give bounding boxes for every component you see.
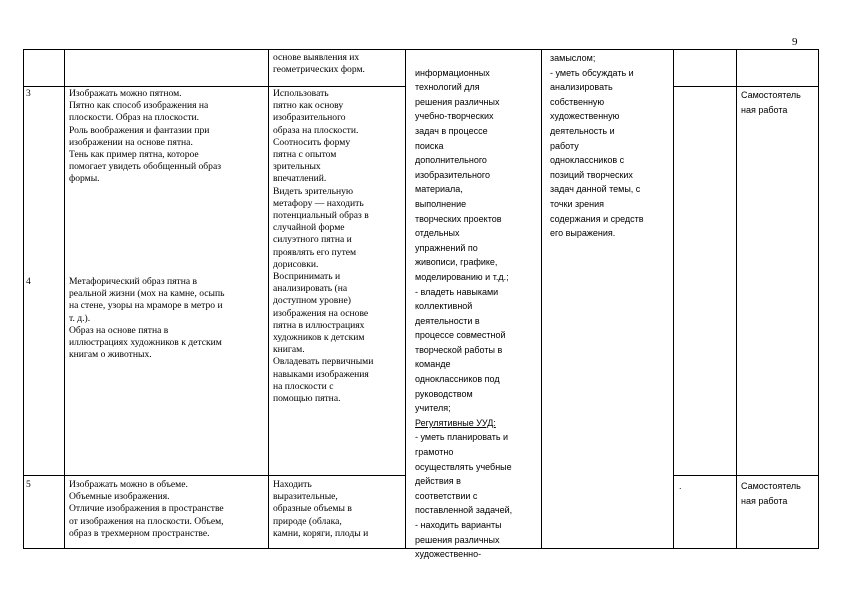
row-3-activity: Использовать пятно как основу изобразительного образа на плоскости. Соотносить форму пятна с опытом зрительных впечатлений. Видеть зрительную метафору — находить потенциальный образ в случайной форме силуэтного пятна и проявлять его путем дорисовки. Воспринимать и анализировать (на доступном уровне) изображения на основе пятна в иллюстрациях художников к детским книгам. Овладевать первичными навыками изображения на плоскости с помощью пятна. xyxy=(273,88,374,405)
row-5-activity: Находить выразительные, образные объемы в природе (облака, камни, коряги, плоды и xyxy=(273,479,369,539)
row-5-number: 5 xyxy=(26,479,31,490)
row-5-control: Самостоятель ная работа xyxy=(741,481,801,506)
uud-communicative-text: информационных технологий для решения различных учебно-творческих задач в процессе поиска дополнительного изобразительного материала, выполнение творческих проектов отдельных упражнений по живописи, графике, моделированию и т.д.; - владеть навыками коллективной деятельности в процессе совместной творческой работы в команде одноклассников под руководством учителя; xyxy=(415,67,509,414)
row-3-control: Самостоятель ная работа xyxy=(741,90,801,115)
page-number: 9 xyxy=(792,36,798,48)
row-5-topic: Изображать можно в объеме. Объемные изображения. Отличие изображения в пространстве от изображения на плоскости. Объем, образ в трехмерном пространстве. xyxy=(69,479,224,539)
row-4-topic: Метафорический образ пятна в реальной жизни (мох на камне, осыпь на стене, узоры на мраморе в метро и т. д.). Образ на основе пятна в иллюстрациях художников к детским книгам о животных. xyxy=(69,276,225,361)
uud-left-column xyxy=(415,51,539,562)
uud-regulatory-heading: Регулятивные УУД: xyxy=(415,417,496,428)
uud-regulatory-text: - уметь планировать и грамотно осуществлять учебные действия в соответствии с поставленной задачей, - находить варианты решения различных художественно- xyxy=(415,432,513,560)
uud-right-column: замыслом; - уметь обсуждать и анализировать собственную художественную деятельность и работу одноклассников с позиций творческих задач данной темы, с точки зрения содержания и средств его выражения. xyxy=(550,53,644,239)
row-3-topic: Изображать можно пятном. Пятно как способ изображения на плоскости. Образ на плоскости. Роль воображения и фантазии при изображении на основе пятна. Тень как пример пятна, которое помогает увидеть обобщенный образ формы. xyxy=(69,88,221,185)
row-0-activity: основе выявления их геометрических форм. xyxy=(273,52,365,76)
row-4-number: 4 xyxy=(26,276,31,287)
row-5-date: . xyxy=(679,481,682,491)
row-3-number: 3 xyxy=(26,88,31,99)
